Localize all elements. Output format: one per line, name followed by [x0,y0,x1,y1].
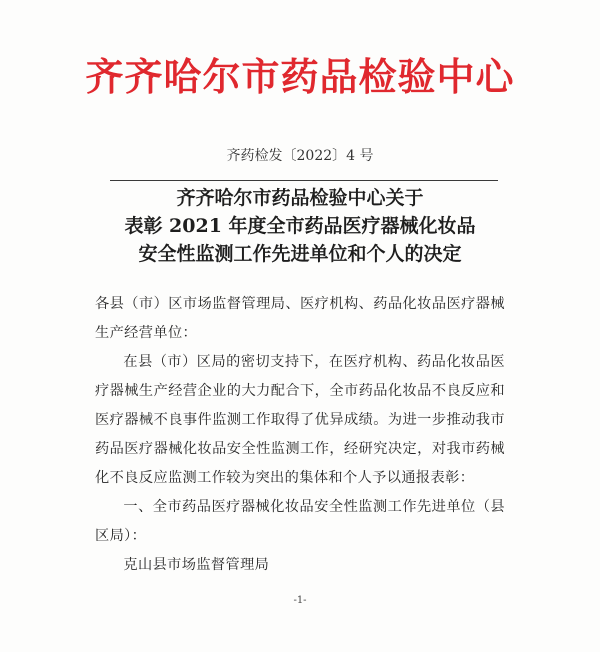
recipients-paragraph: 各县（市）区市场监督管理局、医疗机构、药品化妆品医疗器械生产经营单位： [95,296,505,341]
header-divider [110,180,498,181]
document-body [95,290,505,580]
decision-title-line-3: 安全性监测工作先进单位和个人的决定 [138,243,462,265]
page-number: -1- [293,595,307,606]
decision-title [0,184,600,268]
decision-title-line-1: 齐齐哈尔市药品检验中心关于 [176,187,424,209]
section-heading-1: 一、全市药品医疗器械化妆品安全性监测工作先进单位（县区局）： [95,499,505,544]
org-header-title: 齐齐哈尔市药品检验中心 [85,54,515,99]
honored-unit-1: 克山县市场监督管理局 [123,557,270,573]
body-paragraph-1: 在县（市）区局的密切支持下，在医疗机构、药品化妆品医疗器械生产经营企业的大力配合下，全市药品化妆品不良反应和医疗器械不良事件监测工作取得了优异成绩。为进一步推动我市药品医疗器械化妆品安全性监测工作，经研究决定，对我市药械化不良反应监测工作较为突出的集体和个人予以通报表彰： [95,354,505,486]
decision-title-line-2: 表彰 2021 年度全市药品医疗器械化妆品 [124,215,476,237]
document-number: 齐药检发〔2022〕4 号 [226,148,374,164]
